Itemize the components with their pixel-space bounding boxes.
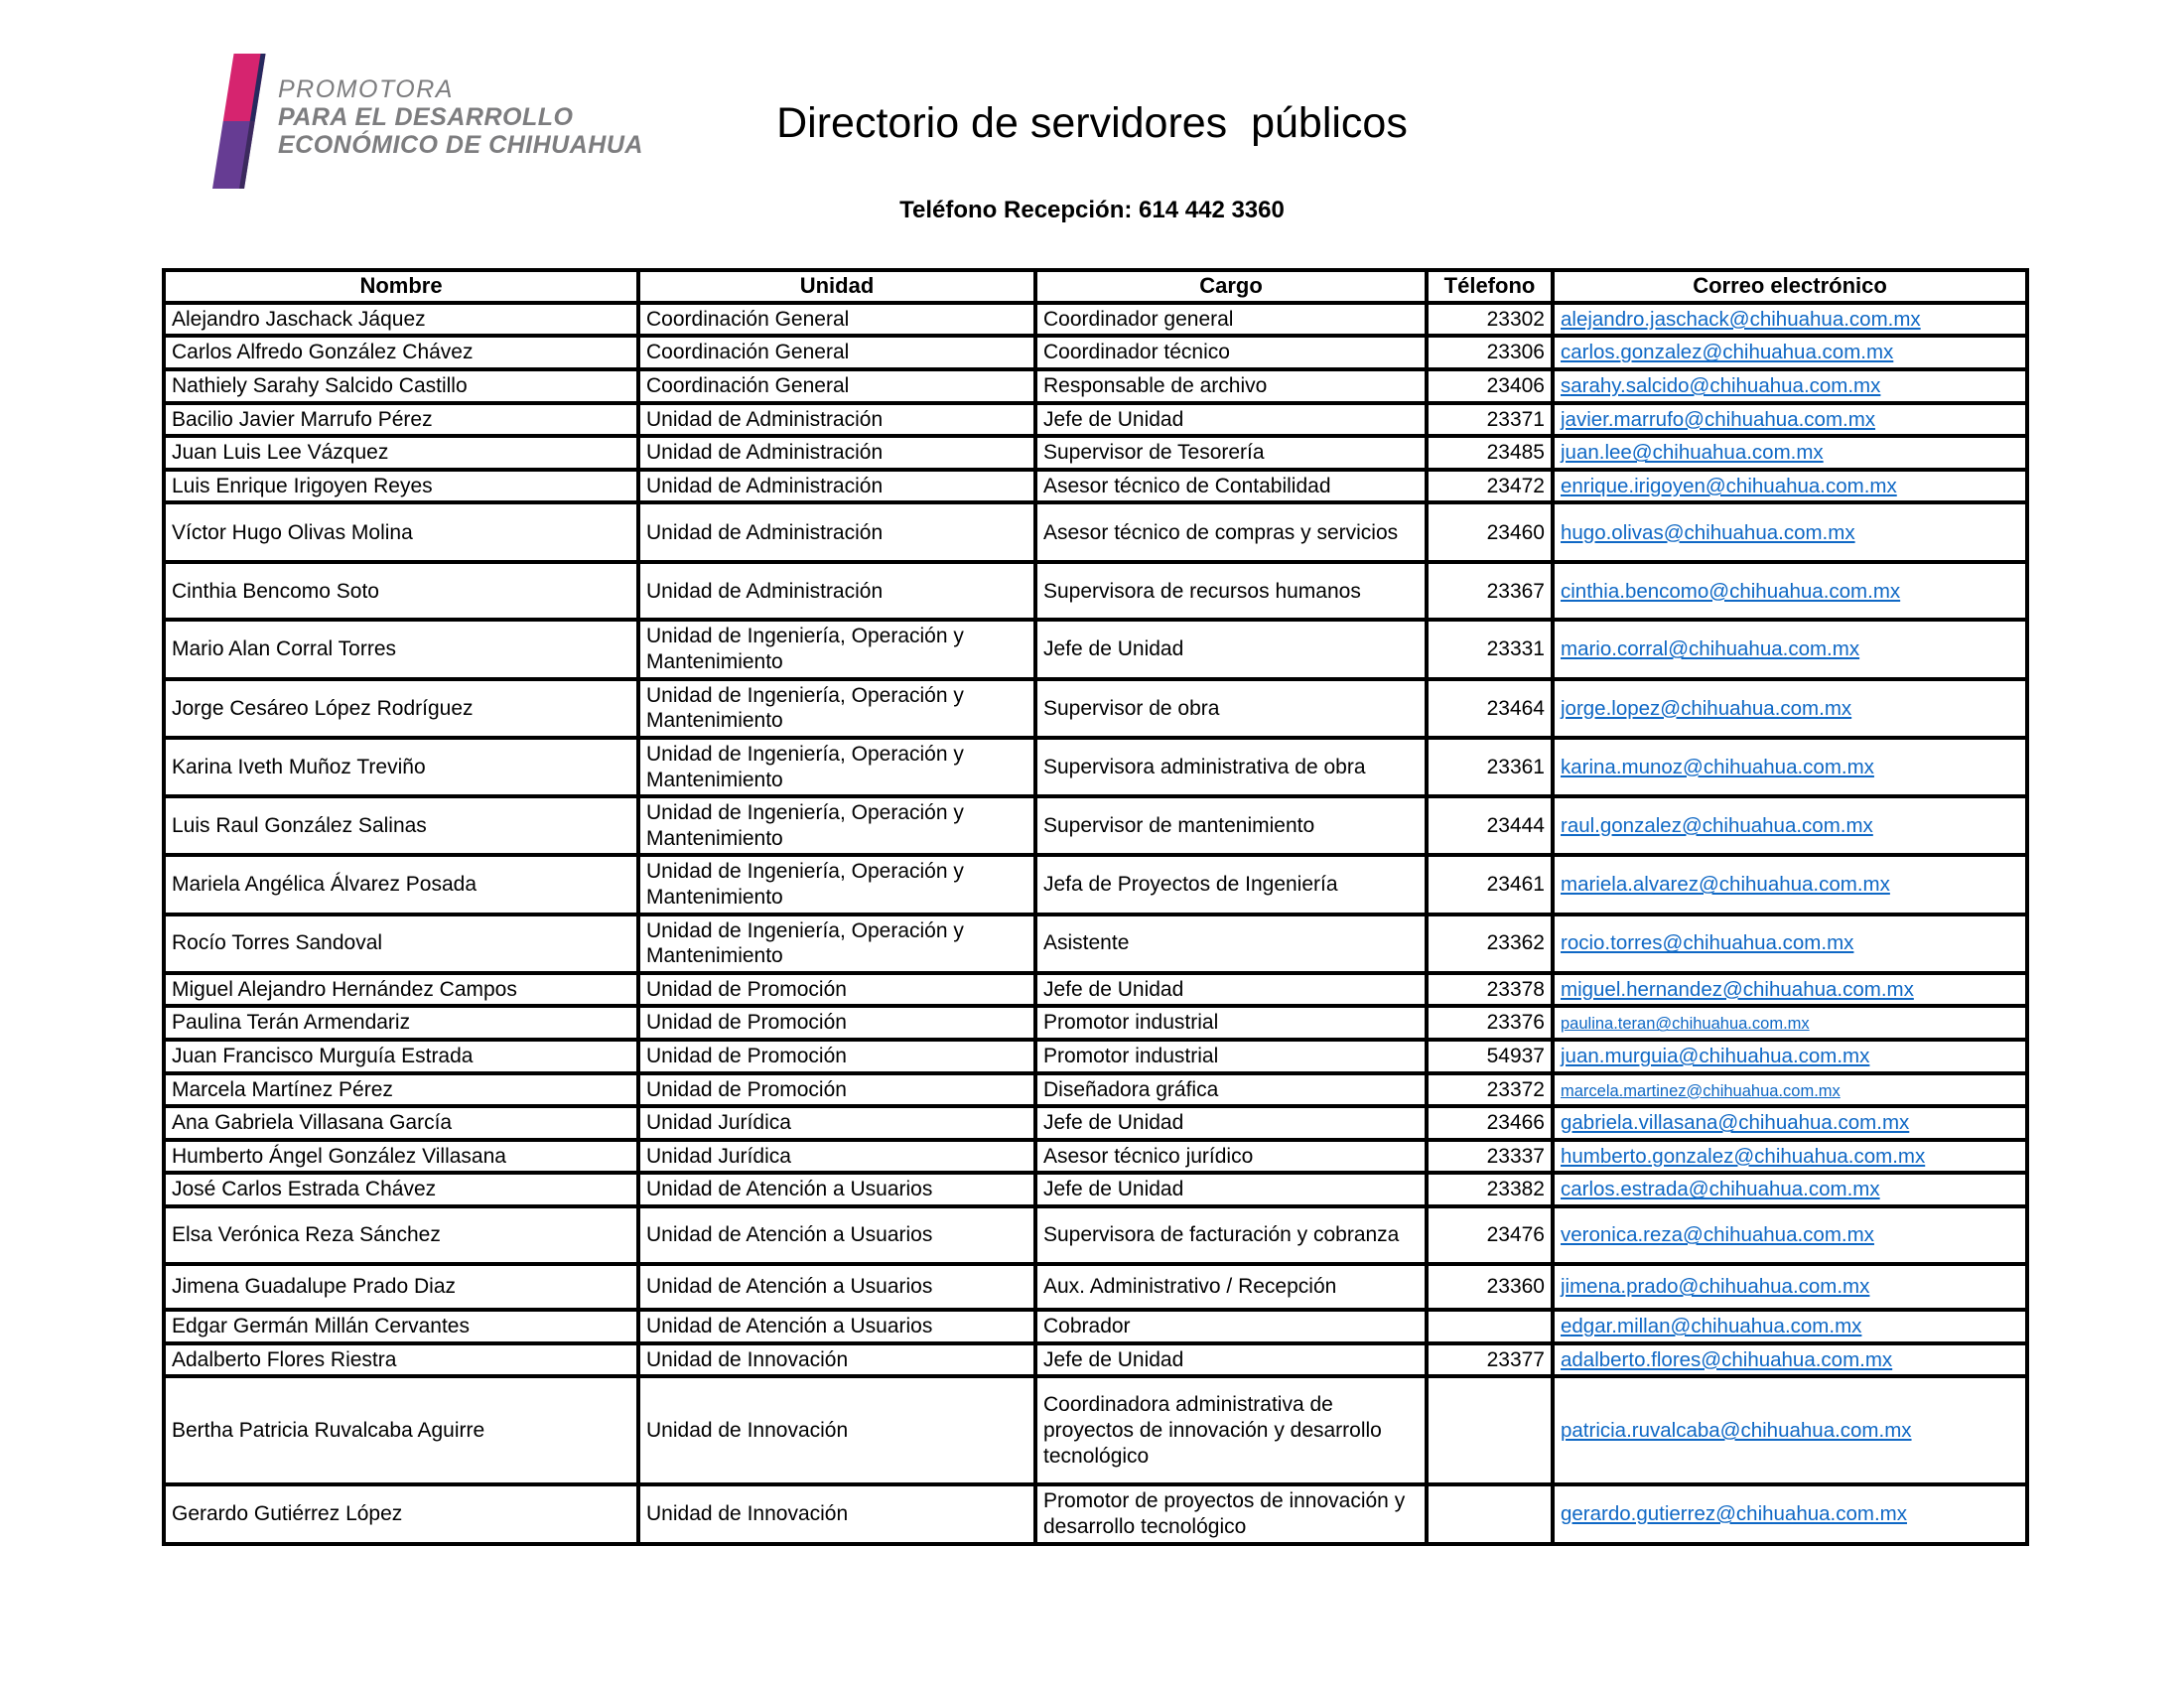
email-link[interactable]: paulina.teran@chihuahua.com.mx <box>1561 1015 1810 1034</box>
cell-role: Jefe de Unidad <box>1035 1173 1427 1206</box>
cell-name: Jorge Cesáreo López Rodríguez <box>164 679 638 738</box>
table-row <box>164 1006 2027 1040</box>
email-link[interactable]: raul.gonzalez@chihuahua.com.mx <box>1561 813 1873 837</box>
cell-name: Víctor Hugo Olivas Molina <box>164 502 638 562</box>
cell-unit: Unidad de Atención a Usuarios <box>638 1264 1035 1310</box>
email-link[interactable]: miguel.hernandez@chihuahua.com.mx <box>1561 977 1914 1001</box>
cell-email <box>1553 1264 2027 1310</box>
table-row <box>164 562 2027 620</box>
cell-role: Promotor industrial <box>1035 1040 1427 1073</box>
column-header-phone: Télefono <box>1427 270 1553 303</box>
cell-phone: 23371 <box>1427 403 1553 437</box>
cell-name: Jimena Guadalupe Prado Diaz <box>164 1264 638 1310</box>
cell-phone: 23472 <box>1427 470 1553 503</box>
cell-unit: Unidad de Administración <box>638 436 1035 470</box>
cell-phone: 23382 <box>1427 1173 1553 1206</box>
cell-role: Supervisora administrativa de obra <box>1035 738 1427 796</box>
cell-unit: Unidad de Promoción <box>638 1040 1035 1073</box>
cell-role: Supervisora de recursos humanos <box>1035 562 1427 620</box>
email-link[interactable]: gerardo.gutierrez@chihuahua.com.mx <box>1561 1502 1907 1526</box>
table-row <box>164 914 2027 973</box>
cell-name: Carlos Alfredo González Chávez <box>164 336 638 369</box>
cell-name: Luis Enrique Irigoyen Reyes <box>164 470 638 503</box>
cell-email <box>1553 738 2027 796</box>
cell-unit: Unidad de Atención a Usuarios <box>638 1206 1035 1264</box>
cell-name: Miguel Alejandro Hernández Campos <box>164 973 638 1007</box>
table-row <box>164 1040 2027 1073</box>
column-header-mail: Correo electrónico <box>1553 270 2027 303</box>
cell-unit: Coordinación General <box>638 369 1035 403</box>
cell-unit: Unidad de Ingeniería, Operación y Mantenimiento <box>638 738 1035 796</box>
cell-phone: 23376 <box>1427 1006 1553 1040</box>
table-row <box>164 502 2027 562</box>
table-row <box>164 1343 2027 1377</box>
cell-role: Asesor técnico jurídico <box>1035 1140 1427 1174</box>
cell-role: Supervisor de Tesorería <box>1035 436 1427 470</box>
cell-email <box>1553 1140 2027 1174</box>
cell-role: Diseñadora gráfica <box>1035 1073 1427 1107</box>
cell-name: Karina Iveth Muñoz Treviño <box>164 738 638 796</box>
cell-email <box>1553 1173 2027 1206</box>
cell-role: Jefa de Proyectos de Ingeniería <box>1035 855 1427 914</box>
cell-email <box>1553 470 2027 503</box>
cell-unit: Unidad de Ingeniería, Operación y Mantenimiento <box>638 914 1035 973</box>
cell-role: Jefe de Unidad <box>1035 1343 1427 1377</box>
email-link[interactable]: marcela.martinez@chihuahua.com.mx <box>1561 1081 1841 1100</box>
cell-phone <box>1427 1310 1553 1343</box>
cell-unit: Unidad de Administración <box>638 562 1035 620</box>
cell-email <box>1553 1376 2027 1484</box>
cell-email <box>1553 369 2027 403</box>
cell-role: Jefe de Unidad <box>1035 403 1427 437</box>
cell-unit: Unidad de Promoción <box>638 973 1035 1007</box>
cell-phone: 23372 <box>1427 1073 1553 1107</box>
table-row <box>164 303 2027 337</box>
cell-phone: 23306 <box>1427 336 1553 369</box>
logo-line-2: PARA EL DESARROLLO <box>278 103 574 131</box>
cell-email <box>1553 436 2027 470</box>
cell-role: Coordinadora administrativa de proyectos de innovación y desarrollo tecnológico <box>1035 1376 1427 1484</box>
cell-email <box>1553 620 2027 678</box>
cell-unit: Unidad de Promoción <box>638 1006 1035 1040</box>
table-row <box>164 470 2027 503</box>
cell-name: Ana Gabriela Villasana García <box>164 1106 638 1140</box>
cell-name: Nathiely Sarahy Salcido Castillo <box>164 369 638 403</box>
cell-phone: 23464 <box>1427 679 1553 738</box>
table-row <box>164 369 2027 403</box>
cell-name: Paulina Terán Armendariz <box>164 1006 638 1040</box>
cell-phone: 23460 <box>1427 502 1553 562</box>
email-link[interactable]: patricia.ruvalcaba@chihuahua.com.mx <box>1561 1418 1912 1442</box>
cell-unit: Unidad de Administración <box>638 502 1035 562</box>
page-title: Directorio de servidores públicos <box>776 99 1408 147</box>
cell-phone: 23362 <box>1427 914 1553 973</box>
table-row <box>164 679 2027 738</box>
cell-name: Juan Francisco Murguía Estrada <box>164 1040 638 1073</box>
cell-email <box>1553 562 2027 620</box>
cell-role: Cobrador <box>1035 1310 1427 1343</box>
cell-email <box>1553 1206 2027 1264</box>
email-link[interactable]: karina.munoz@chihuahua.com.mx <box>1561 755 1874 778</box>
cell-email <box>1553 679 2027 738</box>
email-link[interactable]: humberto.gonzalez@chihuahua.com.mx <box>1561 1144 1926 1168</box>
table-row <box>164 973 2027 1007</box>
cell-unit: Unidad de Ingeniería, Operación y Mantenimiento <box>638 796 1035 855</box>
cell-phone: 23476 <box>1427 1206 1553 1264</box>
cell-role: Aux. Administrativo / Recepción <box>1035 1264 1427 1310</box>
cell-email <box>1553 1484 2027 1543</box>
table-row <box>164 1264 2027 1310</box>
cell-email <box>1553 1310 2027 1343</box>
cell-role: Coordinador técnico <box>1035 336 1427 369</box>
cell-name: Juan Luis Lee Vázquez <box>164 436 638 470</box>
cell-email <box>1553 914 2027 973</box>
logo-line-1: PROMOTORA <box>278 75 454 103</box>
cell-role: Responsable de archivo <box>1035 369 1427 403</box>
cell-name: Cinthia Bencomo Soto <box>164 562 638 620</box>
column-header-name: Nombre <box>164 270 638 303</box>
cell-phone: 23361 <box>1427 738 1553 796</box>
cell-name: Elsa Verónica Reza Sánchez <box>164 1206 638 1264</box>
cell-email <box>1553 403 2027 437</box>
cell-name: Bacilio Javier Marrufo Pérez <box>164 403 638 437</box>
cell-email <box>1553 1343 2027 1377</box>
column-header-role: Cargo <box>1035 270 1427 303</box>
cell-phone: 23461 <box>1427 855 1553 914</box>
cell-unit: Unidad de Administración <box>638 403 1035 437</box>
table-row <box>164 738 2027 796</box>
table-row <box>164 403 2027 437</box>
table-row <box>164 796 2027 855</box>
table-row <box>164 336 2027 369</box>
email-link[interactable]: mariela.alvarez@chihuahua.com.mx <box>1561 873 1890 897</box>
cell-email <box>1553 1040 2027 1073</box>
cell-name: Mariela Angélica Álvarez Posada <box>164 855 638 914</box>
email-link[interactable]: mario.corral@chihuahua.com.mx <box>1561 637 1860 661</box>
table-row <box>164 1140 2027 1174</box>
column-header-unit: Unidad <box>638 270 1035 303</box>
email-link[interactable]: gabriela.villasana@chihuahua.com.mx <box>1561 1111 1910 1135</box>
cell-name: Humberto Ángel González Villasana <box>164 1140 638 1174</box>
cell-phone: 23406 <box>1427 369 1553 403</box>
cell-email <box>1553 303 2027 337</box>
cell-role: Supervisora de facturación y cobranza <box>1035 1206 1427 1264</box>
cell-phone: 23337 <box>1427 1140 1553 1174</box>
email-link[interactable]: jimena.prado@chihuahua.com.mx <box>1561 1275 1870 1299</box>
cell-email <box>1553 336 2027 369</box>
table-row <box>164 1310 2027 1343</box>
cell-role: Jefe de Unidad <box>1035 973 1427 1007</box>
cell-role: Supervisor de mantenimiento <box>1035 796 1427 855</box>
logo-line-3: ECONÓMICO DE CHIHUAHUA <box>278 131 643 159</box>
cell-unit: Unidad de Atención a Usuarios <box>638 1173 1035 1206</box>
cell-name: Adalberto Flores Riestra <box>164 1343 638 1377</box>
email-link[interactable]: enrique.irigoyen@chihuahua.com.mx <box>1561 474 1897 497</box>
cell-unit: Unidad de Ingeniería, Operación y Mantenimiento <box>638 679 1035 738</box>
cell-unit: Unidad de Ingeniería, Operación y Mantenimiento <box>638 855 1035 914</box>
cell-phone: 23377 <box>1427 1343 1553 1377</box>
cell-role: Jefe de Unidad <box>1035 620 1427 678</box>
directory-table <box>162 268 2029 1546</box>
email-link[interactable]: carlos.estrada@chihuahua.com.mx <box>1561 1178 1880 1201</box>
cell-email <box>1553 1106 2027 1140</box>
cell-role: Asesor técnico de compras y servicios <box>1035 502 1427 562</box>
cell-unit: Coordinación General <box>638 303 1035 337</box>
table-row <box>164 1376 2027 1484</box>
table-row <box>164 620 2027 678</box>
cell-role: Jefe de Unidad <box>1035 1106 1427 1140</box>
cell-phone: 23367 <box>1427 562 1553 620</box>
email-link[interactable]: juan.lee@chihuahua.com.mx <box>1561 441 1824 465</box>
cell-role: Promotor de proyectos de innovación y desarrollo tecnológico <box>1035 1484 1427 1543</box>
cell-role: Supervisor de obra <box>1035 679 1427 738</box>
email-link[interactable]: alejandro.jaschack@chihuahua.com.mx <box>1561 307 1921 331</box>
reception-phone-label: Teléfono Recepción: 614 442 3360 <box>899 197 1285 223</box>
cell-role: Asistente <box>1035 914 1427 973</box>
cell-unit: Unidad de Atención a Usuarios <box>638 1310 1035 1343</box>
cell-unit: Unidad de Promoción <box>638 1073 1035 1107</box>
table-row <box>164 1484 2027 1543</box>
cell-phone: 23444 <box>1427 796 1553 855</box>
cell-phone <box>1427 1484 1553 1543</box>
cell-unit: Unidad de Innovación <box>638 1343 1035 1377</box>
cell-name: Marcela Martínez Pérez <box>164 1073 638 1107</box>
table-row <box>164 1173 2027 1206</box>
cell-email <box>1553 502 2027 562</box>
cell-email <box>1553 796 2027 855</box>
email-link[interactable]: carlos.gonzalez@chihuahua.com.mx <box>1561 341 1894 364</box>
cell-phone: 23360 <box>1427 1264 1553 1310</box>
cell-phone <box>1427 1376 1553 1484</box>
cell-unit: Unidad de Innovación <box>638 1376 1035 1484</box>
cell-role: Asesor técnico de Contabilidad <box>1035 470 1427 503</box>
table-row <box>164 1106 2027 1140</box>
cell-name: José Carlos Estrada Chávez <box>164 1173 638 1206</box>
table-row <box>164 1206 2027 1264</box>
cell-role: Coordinador general <box>1035 303 1427 337</box>
cell-name: Gerardo Gutiérrez López <box>164 1484 638 1543</box>
table-row <box>164 855 2027 914</box>
email-link[interactable]: cinthia.bencomo@chihuahua.com.mx <box>1561 579 1901 603</box>
cell-phone: 23378 <box>1427 973 1553 1007</box>
cell-name: Bertha Patricia Ruvalcaba Aguirre <box>164 1376 638 1484</box>
email-link[interactable]: hugo.olivas@chihuahua.com.mx <box>1561 520 1855 544</box>
email-link[interactable]: veronica.reza@chihuahua.com.mx <box>1561 1223 1874 1247</box>
email-link[interactable]: rocio.torres@chihuahua.com.mx <box>1561 931 1854 955</box>
table-row <box>164 1073 2027 1107</box>
email-link[interactable]: jorge.lopez@chihuahua.com.mx <box>1561 696 1852 720</box>
cell-email <box>1553 973 2027 1007</box>
cell-unit: Unidad Jurídica <box>638 1106 1035 1140</box>
email-link[interactable]: sarahy.salcido@chihuahua.com.mx <box>1561 374 1881 398</box>
email-link[interactable]: juan.murguia@chihuahua.com.mx <box>1561 1045 1870 1068</box>
cell-phone: 54937 <box>1427 1040 1553 1073</box>
cell-phone: 23302 <box>1427 303 1553 337</box>
email-link[interactable]: adalberto.flores@chihuahua.com.mx <box>1561 1347 1893 1371</box>
cell-unit: Unidad Jurídica <box>638 1140 1035 1174</box>
cell-name: Alejandro Jaschack Jáquez <box>164 303 638 337</box>
cell-unit: Unidad de Ingeniería, Operación y Mantenimiento <box>638 620 1035 678</box>
cell-role: Promotor industrial <box>1035 1006 1427 1040</box>
cell-unit: Unidad de Innovación <box>638 1484 1035 1543</box>
cell-name: Mario Alan Corral Torres <box>164 620 638 678</box>
email-link[interactable]: edgar.millan@chihuahua.com.mx <box>1561 1315 1862 1338</box>
cell-name: Edgar Germán Millán Cervantes <box>164 1310 638 1343</box>
cell-email <box>1553 1073 2027 1107</box>
cell-phone: 23466 <box>1427 1106 1553 1140</box>
email-link[interactable]: javier.marrufo@chihuahua.com.mx <box>1561 407 1876 431</box>
cell-phone: 23485 <box>1427 436 1553 470</box>
cell-name: Rocío Torres Sandoval <box>164 914 638 973</box>
cell-name: Luis Raul González Salinas <box>164 796 638 855</box>
cell-phone: 23331 <box>1427 620 1553 678</box>
cell-email <box>1553 1006 2027 1040</box>
table-row <box>164 436 2027 470</box>
cell-email <box>1553 855 2027 914</box>
cell-unit: Coordinación General <box>638 336 1035 369</box>
cell-unit: Unidad de Administración <box>638 470 1035 503</box>
table-header-row <box>164 270 2027 303</box>
